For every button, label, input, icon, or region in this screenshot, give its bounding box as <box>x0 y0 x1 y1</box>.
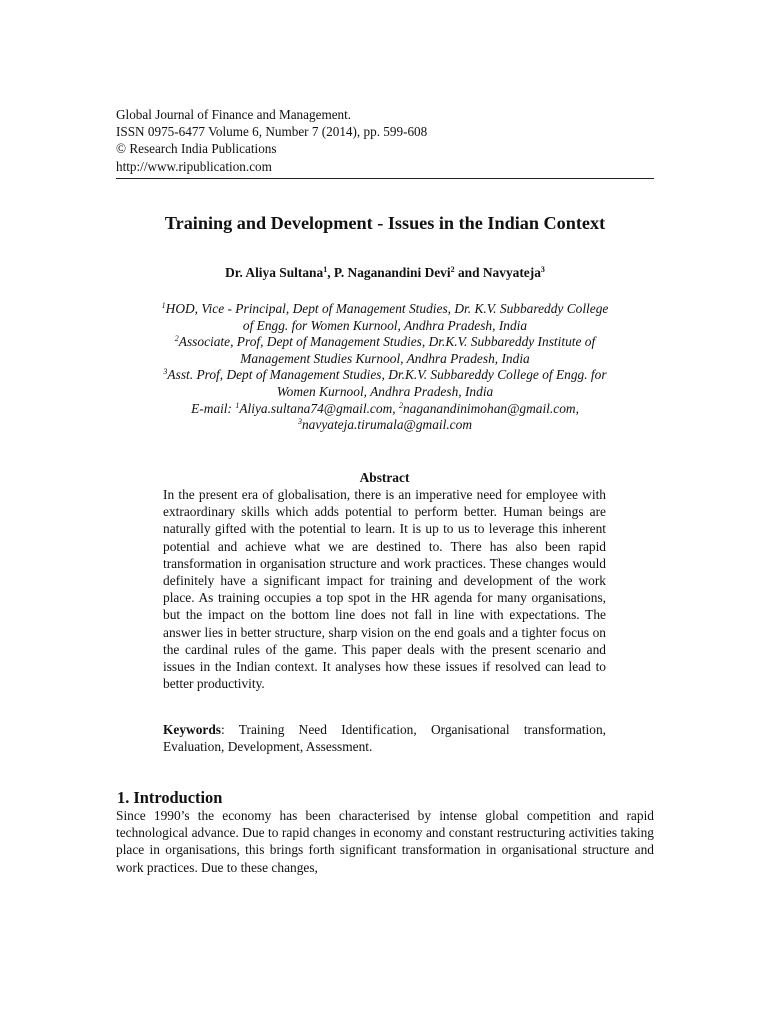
journal-header <box>116 106 654 175</box>
journal-issn: ISSN 0975-6477 Volume 6, Number 7 (2014), pp. 599-608 <box>116 124 428 140</box>
author-name: Dr. Aliya Sultana <box>225 265 324 280</box>
header-divider <box>116 178 654 179</box>
author-name: P. Naganandini Devi <box>333 265 451 280</box>
affiliation-line: $^3$Asst. Prof, Dept of Management Studies, Dr.K.V. Subbareddy College of Engg. for <box>163 367 607 383</box>
email-address[interactable]: navyateja.tirumala@gmail.com <box>301 417 472 433</box>
affiliation-marker: 1 <box>161 301 166 310</box>
affiliation-marker: 3 <box>163 367 168 377</box>
keywords-label: Keywords <box>163 722 222 737</box>
section-heading: 1. Introduction <box>117 788 223 807</box>
author-list <box>90 264 680 282</box>
affiliation-line: $^1$HOD, Vice - Principal, Dept of Management Studies, Dr. K.V. Subbareddy College <box>161 301 609 316</box>
author-separator: , <box>327 265 334 280</box>
email-line: $^3$navyateja.tirumala@gmail.com <box>297 417 472 433</box>
affiliation-block <box>96 301 674 434</box>
author-affiliation-marker: 1 <box>323 265 328 274</box>
keywords-paragraph <box>163 721 606 755</box>
email-address[interactable]: naganandinimohan@gmail.com, <box>402 400 579 416</box>
keywords-text: : Training Need Identification, Organisational transformation, Evaluation, Development, Assessment. <box>163 722 606 755</box>
author-affiliation-marker: 2 <box>450 265 455 274</box>
affiliation-marker: 2 <box>174 334 179 344</box>
journal-url[interactable]: http://www.ripublication.com <box>116 158 272 174</box>
author-separator: and <box>454 265 483 280</box>
journal-name: Global Journal of Finance and Management. <box>116 107 352 122</box>
affiliation-line: Management Studies Kurnool, Andhra Pradesh, India <box>240 350 530 366</box>
paper-title: Training and Development - Issues in the Indian Context <box>164 213 606 233</box>
email-label: E-mail: <box>191 400 236 416</box>
author-name: Navyateja <box>482 265 541 280</box>
affiliation-line: of Engg. for Women Kurnool, Andhra Pradesh, India <box>242 317 528 333</box>
author-affiliation-marker: 3 <box>540 265 545 274</box>
introduction-text: Since 1990’s the economy has been characterised by intense global competition and rapid technological advance. Due to rapid changes in economy and constant restructuring activities taking place in organisations, this brings forth significant transformation in organisational structure and work practices. Due to these changes, <box>116 808 654 875</box>
abstract-text: In the present era of globalisation, there is an imperative need for employee with extraordinary skills which adds potential to perform better. Human beings are naturally gifted with the potential to learn. It is up to us to leverage this inherent potential and achieve what we are destined to. There has also been rapid transformation in organisation structure and work practices. These changes would definitely have a significant impact for training and development of the work place. As training occupies a top spot in the HR agenda for many organisations, but the impact on the bottom line does not fall in line with expectations. The answer lies in better structure, sharp vision on the end goals and a tighter focus on the cardinal rules of the game. This paper deals with the present scenario and issues in the Indian context. It analyses how these issues if resolved can lead to better productivity. <box>163 487 606 692</box>
email-address[interactable]: Aliya.sultana74@gmail.com, <box>239 400 399 416</box>
email-line: E-mail: $^1$Aliya.sultana74@gmail.com, $^2$naganandinimohan@gmail.com, <box>191 400 579 416</box>
journal-publisher: © Research India Publications <box>116 141 277 157</box>
affiliation-line: Women Kurnool, Andhra Pradesh, India <box>276 383 494 399</box>
affiliation-line: $^2$Associate, Prof, Dept of Management Studies, Dr.K.V. Subbareddy Institute of <box>174 334 596 350</box>
abstract-heading: Abstract <box>359 470 410 485</box>
